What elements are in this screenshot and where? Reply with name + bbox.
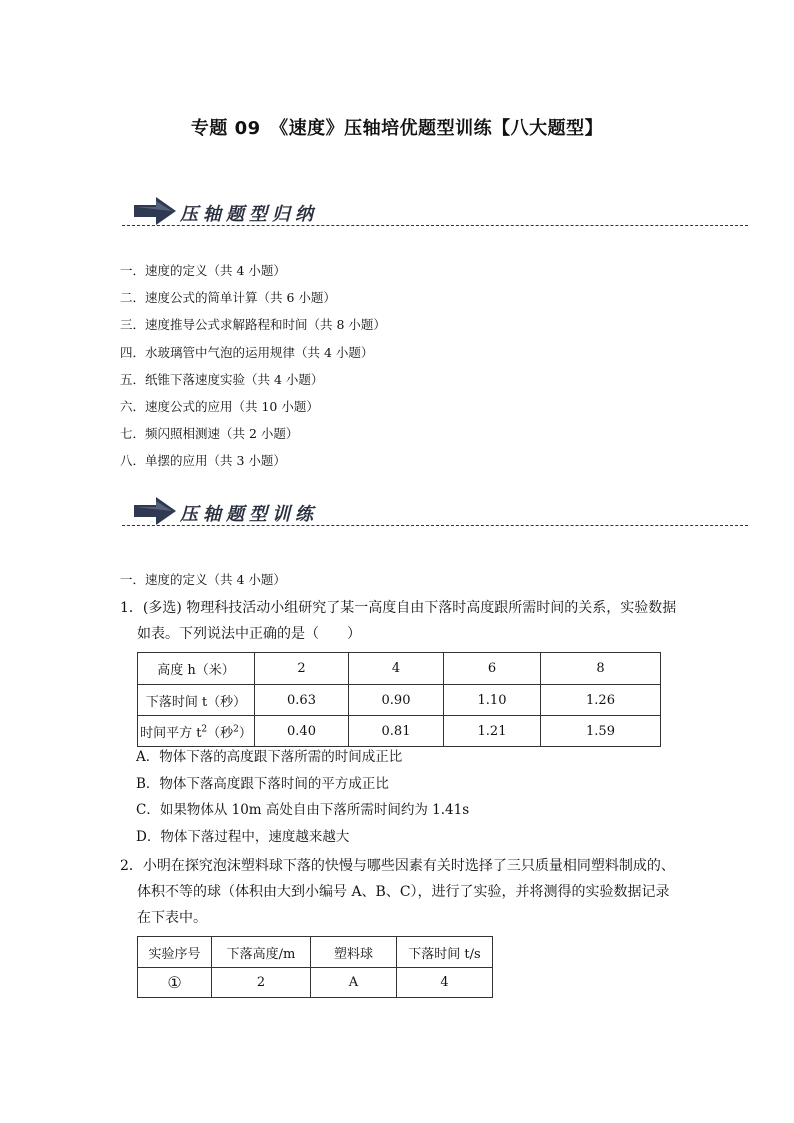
table-header: 下落时间 t/s bbox=[397, 937, 493, 968]
table-cell: 2 bbox=[255, 653, 349, 685]
page-title: 专题 09 《速度》压轴培优题型训练【八大题型】 bbox=[190, 118, 604, 139]
topic-item: 三．速度推导公式求解路程和时间（共 8 小题） bbox=[120, 317, 386, 333]
topic-item: 七．频闪照相测速（共 2 小题） bbox=[120, 426, 299, 442]
table-cell: 0.81 bbox=[349, 716, 444, 747]
dashed-divider bbox=[122, 525, 748, 526]
table-cell: 4 bbox=[397, 968, 493, 998]
dashed-divider bbox=[122, 225, 748, 226]
topic-item: 一．速度的定义（共 4 小题） bbox=[120, 263, 286, 278]
arrow-icon bbox=[134, 196, 178, 226]
question-2-stem bbox=[120, 853, 690, 931]
question-2-line1: 2．小明在探究泡沫塑料球下落的快慢与哪些因素有关时选择了三只质量相同塑料制成的、 bbox=[120, 858, 675, 874]
superscript: 2 bbox=[201, 724, 208, 735]
section-banner-summary bbox=[122, 196, 748, 230]
table-row-label: 下落时间 t（秒） bbox=[138, 685, 255, 716]
question-2-line3: 在下表中。 bbox=[137, 910, 207, 926]
label-part: ） bbox=[238, 725, 252, 741]
table-cell: ① bbox=[138, 968, 212, 998]
question-1-line1: 1．(多选) 物理科技活动小组研究了某一高度自由下落时高度跟所需时间的关系，实验数据 bbox=[120, 600, 677, 616]
question-1-stem bbox=[120, 595, 690, 647]
topic-item: 二．速度公式的简单计算（共 6 小题） bbox=[120, 290, 336, 306]
section-heading: 一．速度的定义（共 4 小题） bbox=[120, 572, 286, 587]
label-part: 时间平方 t bbox=[140, 725, 202, 741]
table-cell: 2 bbox=[212, 968, 311, 998]
option-a: A．物体下落的高度跟下落所需的时间成正比 bbox=[136, 749, 403, 765]
table-cell: 4 bbox=[349, 653, 444, 685]
topic-item: 八．单摆的应用（共 3 小题） bbox=[120, 453, 286, 469]
option-c: C．如果物体从 10m 高处自由下落所需时间约为 1.41s bbox=[136, 802, 470, 818]
table-header: 塑料球 bbox=[311, 937, 397, 968]
table-cell: 0.63 bbox=[255, 685, 349, 716]
option-d: D．物体下落过程中，速度越来越大 bbox=[136, 828, 350, 845]
question-1-line2: 如表。下列说法中正确的是（ ） bbox=[137, 626, 361, 642]
table-cell: 1.21 bbox=[444, 716, 541, 747]
table-cell: A bbox=[311, 968, 397, 998]
question-2-line2: 体积不等的球（体积由大到小编号 A、B、C），进行了实验，并将测得的实验数据记录 bbox=[137, 884, 670, 900]
arrow-icon bbox=[134, 496, 178, 526]
table-cell: 1.10 bbox=[444, 685, 541, 716]
question-2-table bbox=[137, 936, 493, 998]
table-cell: 1.26 bbox=[541, 685, 661, 716]
topic-item: 六．速度公式的应用（共 10 小题） bbox=[120, 398, 319, 414]
superscript: 2 bbox=[233, 724, 239, 735]
table-cell: 0.90 bbox=[349, 685, 444, 716]
table-header: 实验序号 bbox=[138, 937, 212, 968]
section-banner-training bbox=[122, 496, 748, 530]
question-1-table bbox=[137, 652, 661, 747]
label-part: （秒 bbox=[207, 725, 234, 741]
question-1-options bbox=[136, 744, 469, 850]
table-header: 下落高度/m bbox=[212, 937, 311, 968]
table-cell: 8 bbox=[541, 653, 661, 685]
table-cell: 6 bbox=[444, 653, 541, 685]
table-cell: 1.59 bbox=[541, 716, 661, 747]
option-b: B．物体下落高度跟下落时间的平方成正比 bbox=[136, 775, 389, 792]
table-row-label bbox=[138, 716, 255, 747]
topic-list bbox=[120, 261, 386, 479]
table-cell: 0.40 bbox=[255, 716, 349, 747]
table-row-label: 高度 h（米） bbox=[138, 653, 255, 685]
banner-training-text: 压轴题型训练 bbox=[180, 504, 318, 525]
topic-item: 四．水玻璃管中气泡的运用规律（共 4 小题） bbox=[120, 344, 374, 360]
banner-summary-text: 压轴题型归纳 bbox=[180, 204, 318, 225]
topic-item: 五．纸锥下落速度实验（共 4 小题） bbox=[120, 371, 324, 387]
